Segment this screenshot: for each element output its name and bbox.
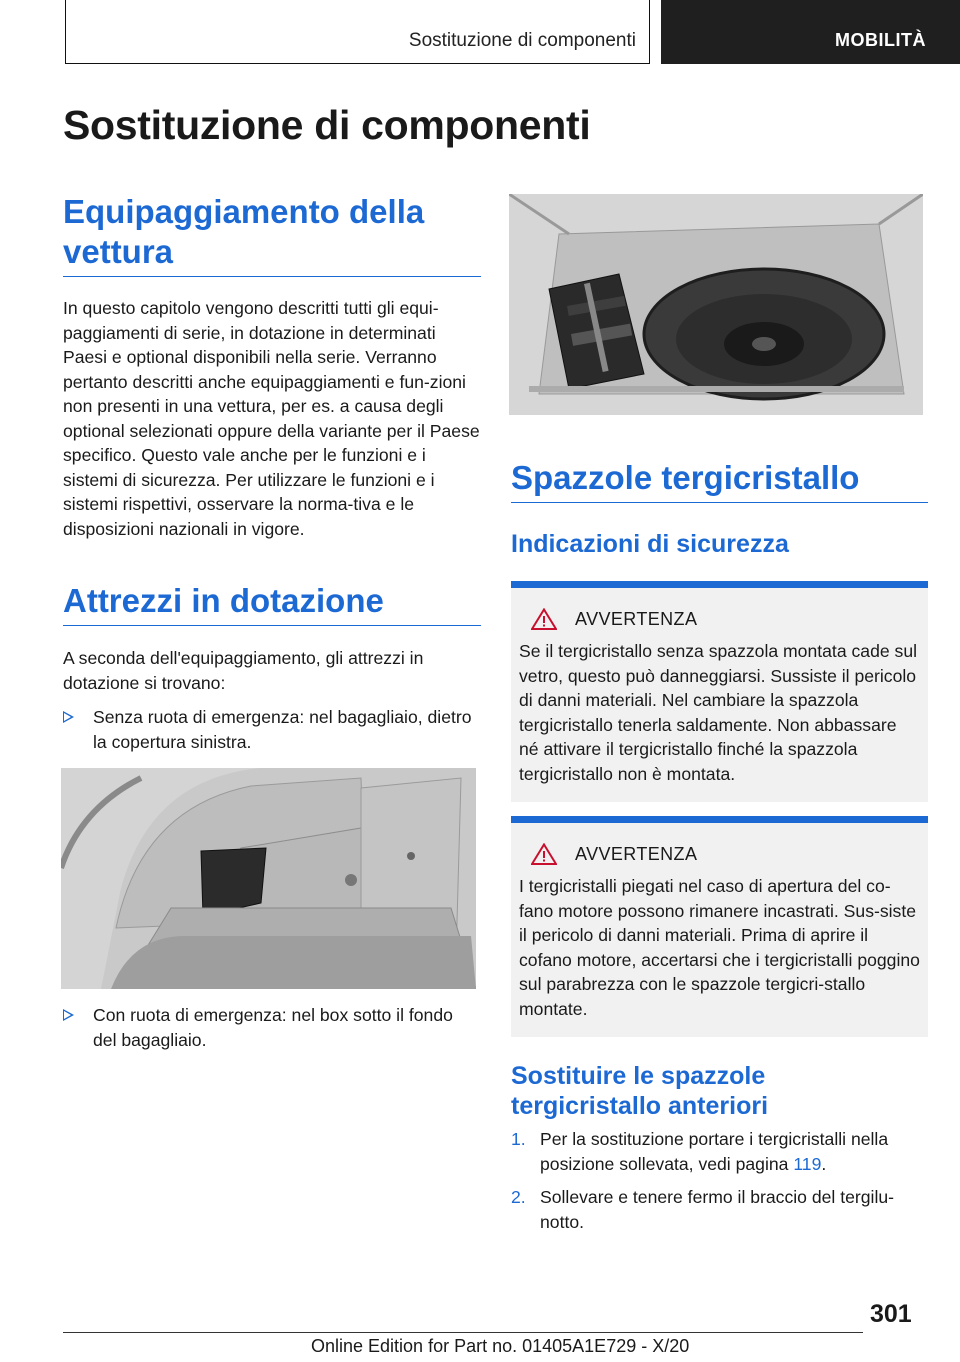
header-section-title: Sostituzione di componenti — [408, 30, 636, 51]
equipment-heading: Equipaggiamento della vettura — [63, 192, 481, 277]
page-number: 301 — [870, 1300, 912, 1328]
header-left-rule — [65, 0, 66, 64]
safety-heading: Indicazioni di sicurezza — [511, 530, 789, 558]
chapter-tab-label: MOBILITÀ — [835, 30, 926, 50]
page-title: Sostituzione di componenti — [63, 102, 591, 148]
bullet-text: Con ruota di emergenza: nel box sotto il fondo del bagagliaio. — [93, 1005, 453, 1050]
spare-wheel-drawing — [509, 194, 923, 415]
step-1 — [511, 1127, 928, 1176]
warning-box-2 — [511, 816, 928, 1037]
warning-header — [519, 608, 920, 630]
warning-title: AVVERTENZA — [575, 608, 698, 629]
step-text: Sollevare e tenere fermo il braccio del tergilu-notto. — [540, 1187, 894, 1232]
warning-triangle-icon — [531, 843, 557, 865]
bullet-triangle-icon — [63, 1009, 74, 1021]
footer-rule — [63, 1332, 863, 1333]
page-reference-link[interactable]: 119 — [793, 1153, 822, 1174]
warning-box-1 — [511, 581, 928, 802]
step-number: 1. — [511, 1129, 526, 1149]
tools-heading: Attrezzi in dotazione — [63, 581, 481, 626]
warning-title: AVVERTENZA — [575, 843, 698, 864]
bullet-triangle-icon — [63, 711, 74, 723]
step-suffix: . — [821, 1153, 827, 1174]
chapter-tab[interactable] — [661, 0, 960, 64]
bullet-text: Senza ruota di emergenza: nel bagagliaio, dietro la copertura sinistra. — [93, 707, 472, 752]
warning-text: Se il tergicristallo senza spazzola montata cade sul vetro, questo può danneggiarsi. Sussiste il pericolo di danni materiali. Nel cambiare la spazzola tergicristallo tenerla saldamente. Non abbassare né attivare il tergicristallo finché la spazzola tergicristallo non è montata. — [519, 641, 918, 784]
step-2 — [511, 1185, 928, 1234]
step-number: 2. — [511, 1187, 526, 1207]
footer-edition: Online Edition for Part no. 01405A1E729 - X/20 — [311, 1336, 690, 1356]
trunk-compartment-illustration — [61, 768, 476, 989]
warning-triangle-icon — [531, 608, 557, 630]
tools-bullet-2 — [63, 1003, 481, 1052]
header-bottom-rule — [65, 63, 650, 64]
trunk-drawing — [61, 768, 476, 989]
header-separator — [649, 0, 650, 64]
tools-intro: A seconda dell'equipaggiamento, gli attrezzi in dotazione si trovano: — [63, 648, 424, 693]
step-text: Per la sostituzione portare i tergicristalli nella posizione sollevata, vedi pagina — [540, 1129, 889, 1174]
right-column — [511, 458, 928, 1234]
left-column — [63, 192, 481, 754]
warning-text: I tergicristalli piegati nel caso di apertura del co-fano motore possono rimanere incastrati. Sus-siste il pericolo di danni materiali. Prima di aprire il cofano motore, accertarsi che i tergicristalli poggino sul parabrezza con le spazzole tergicri-stallo montate. — [519, 876, 920, 1019]
wipers-heading: Spazzole tergicristallo — [511, 458, 928, 503]
warning-header — [519, 843, 920, 865]
equipment-text: In questo capitolo vengono descritti tutti gli equi-paggiamenti di serie, in dotazione in determinati Paesi e optional disponibili nella serie. Verranno pertanto descritti anche equipaggiamenti e fun-zioni non presenti in una vettura, per es. a causa degli optional selezionati oppure della variante per il Paese specifico. Questo vale anche per le funzioni e i sistemi di sicurezza. Per utilizzare le funzioni e i sistemi rispettivi, osservare la norma-tiva e le disposizioni nazionali in vigore. — [63, 298, 480, 539]
spare-wheel-box-illustration — [509, 194, 923, 415]
tools-bullet-1 — [63, 705, 481, 754]
replace-heading: Sostituire le spazzole tergicristallo anteriori — [511, 1062, 769, 1120]
